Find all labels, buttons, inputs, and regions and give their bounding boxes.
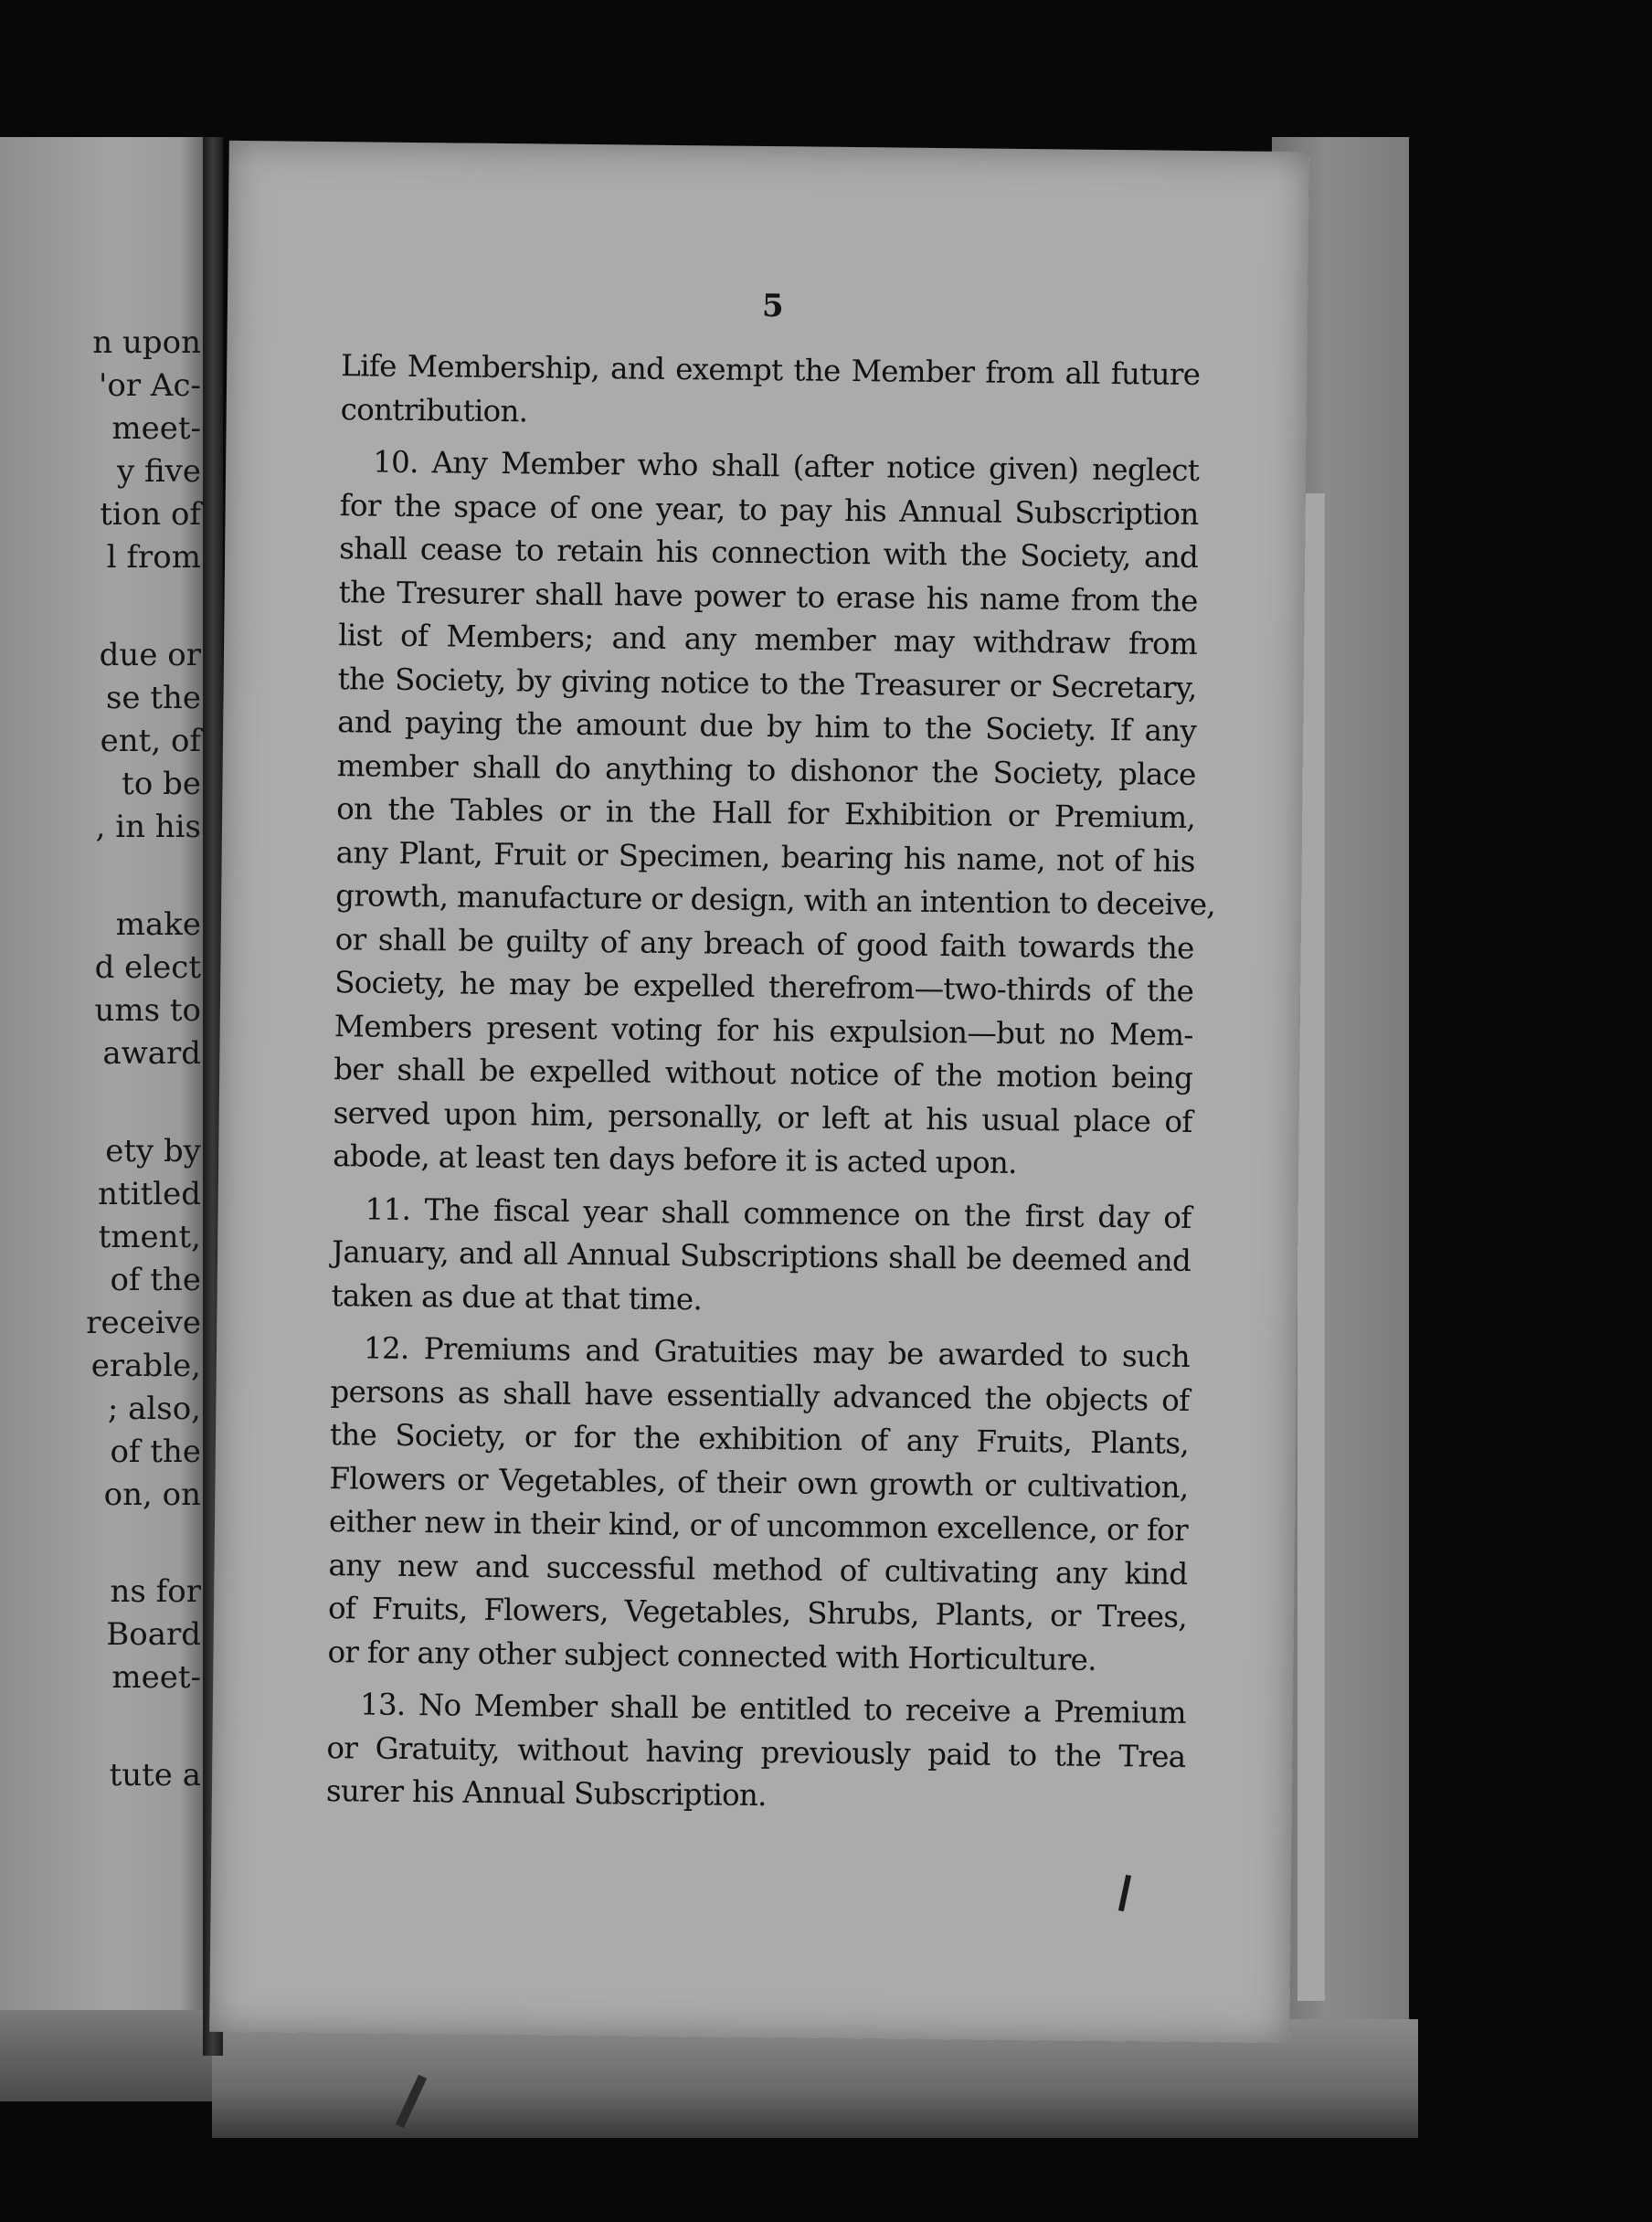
left-page-line: erable, (90, 1348, 201, 1384)
left-page-line: y five (116, 453, 201, 490)
text-line: on the Tables or in the Hall for Exhibition or Premium, (336, 791, 1196, 835)
left-page-line: ntitled (98, 1176, 201, 1212)
left-facing-page (0, 137, 212, 2047)
text-line: Society, he may be expelled therefrom—two-thirds of the (334, 965, 1194, 1009)
left-page-line: n upon (92, 324, 201, 361)
left-page-bottom-edge (0, 2010, 212, 2101)
text-line: surer his Annual Subscription. (325, 1773, 767, 1814)
left-page-line: d elect (94, 949, 201, 986)
text-line: or shall be guilty of any breach of good faith towards the (334, 921, 1194, 966)
left-page-line: 'or Ac- (99, 367, 201, 404)
text-line: persons as shall have essentially advanced the objects of (330, 1373, 1190, 1418)
text-line: member shall do anything to dishonor the Society, place (336, 747, 1196, 792)
left-page-line: receive (86, 1305, 201, 1341)
text-line: Members present voting for his expulsion—but no Mem- (334, 1008, 1193, 1053)
text-line: January, and all Annual Subscriptions shall be deemed and (331, 1234, 1191, 1278)
text-line: or for any other subject connected with Horticulture. (327, 1634, 1097, 1677)
page-body (325, 344, 1216, 1822)
text-line: Life Membership, and exempt the Member from all future (341, 348, 1201, 393)
text-line: 10. Any Member who shall (after notice given) neglect (372, 444, 1200, 489)
left-page-line: ety by (105, 1133, 201, 1169)
left-page-line: due or (99, 637, 201, 673)
text-line: the Society, by giving notice to the Treasurer or Secretary, (337, 661, 1197, 705)
left-page-line: make (115, 906, 201, 943)
text-line: served upon him, personally, or left at his usual place of (333, 1095, 1192, 1139)
text-line: the Society, or for the exhibition of any Fruits, Plants, (329, 1417, 1190, 1461)
text-line: either new in their kind, or of uncommon excellence, or for (328, 1504, 1189, 1548)
text-line: any new and successful method of cultivating any kind (328, 1547, 1188, 1592)
left-page-line: ums to (94, 992, 201, 1029)
left-page-line: Board (106, 1616, 201, 1653)
text-line: Flowers or Vegetables, of their own growth or cultivation, (329, 1460, 1189, 1505)
text-line: list of Members; and any member may withdraw from (338, 618, 1198, 661)
text-line: shall cease to retain his connection with the Society, and (339, 531, 1199, 575)
left-page-line: l from (106, 539, 201, 576)
text-line: contribution. (340, 391, 528, 429)
left-page-line: meet- (111, 410, 201, 447)
text-line: any Plant, Fruit or Specimen, bearing his name, not of his (335, 834, 1195, 879)
left-page-line: to be (122, 766, 201, 802)
left-page-line: , in his (95, 809, 201, 845)
text-line: 13. No Member shall be entitled to receive a Premium (359, 1687, 1187, 1730)
left-page-line: ; also, (107, 1391, 201, 1427)
left-page-line: se the (105, 680, 201, 716)
text-line: 12. Premiums and Gratuities may be awarded to such (363, 1330, 1191, 1374)
left-page-line: ent, of (100, 723, 201, 759)
left-page-line: on, on (103, 1476, 201, 1513)
text-line: the Tresurer shall have power to erase his name from the (338, 574, 1198, 619)
left-page-line: tment, (98, 1219, 201, 1255)
page-number: 5 (761, 287, 784, 325)
text-line: and paying the amount due by him to the Society. If any (337, 704, 1197, 748)
main-page (209, 141, 1309, 2043)
left-page-line: tute a (109, 1757, 201, 1793)
text-line: growth, manufacture or design, with an intention to deceive, (335, 878, 1216, 923)
text-line: or Gratuity, without having previously paid to the Trea (326, 1730, 1186, 1774)
text-line: for the space of one year, to pay his Annual Subscription (339, 487, 1199, 532)
text-line: of Fruits, Flowers, Vegetables, Shrubs, Plants, or Trees, (327, 1591, 1188, 1635)
text-line: ber shall be expelled without notice of the motion being (334, 1052, 1193, 1095)
text-line: 11. The fiscal year shall commence on the first day of (365, 1190, 1191, 1235)
text-line: taken as due at that time. (331, 1277, 703, 1317)
left-page-line: ns for (110, 1573, 201, 1610)
left-page-line: tion of (100, 496, 201, 533)
text-line: abode, at least ten days before it is acted upon. (333, 1138, 1017, 1180)
left-page-line: meet- (111, 1659, 201, 1696)
left-page-line: of the (110, 1262, 201, 1298)
left-page-line: of the (110, 1434, 201, 1470)
left-page-line: award (102, 1035, 201, 1072)
